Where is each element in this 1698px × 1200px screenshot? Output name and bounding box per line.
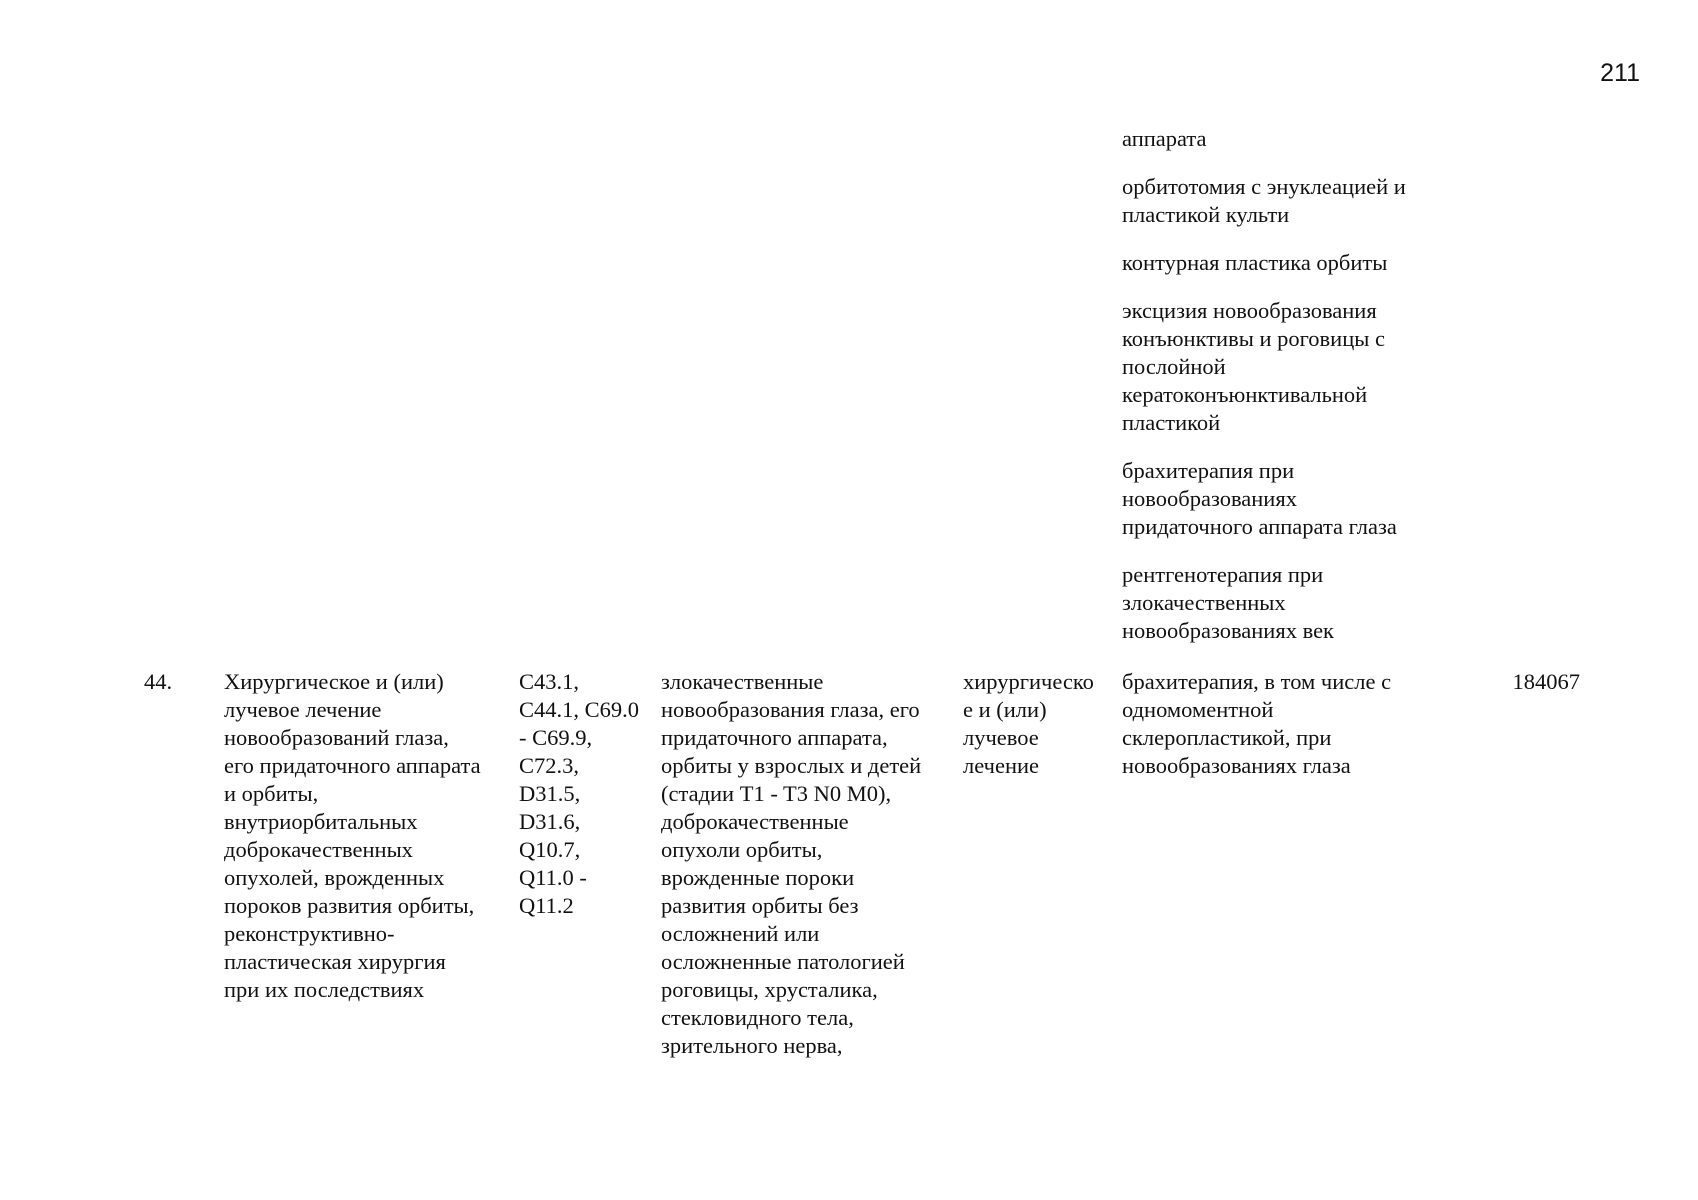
cost-value: 184067 xyxy=(1512,669,1580,694)
method-line: аппарата xyxy=(1122,126,1207,151)
model-line: развития орбиты без xyxy=(661,893,859,918)
model-line: (стадии T1 - T3 N0 M0), xyxy=(661,781,892,806)
model-line: осложнений или xyxy=(661,921,820,946)
model-line: придаточного аппарата, xyxy=(661,725,888,750)
name-line: опухолей, врожденных xyxy=(224,865,445,890)
model-line: роговицы, хрусталика, xyxy=(661,977,878,1002)
code-line: C43.1, xyxy=(519,669,580,694)
method-line: брахитерапия, в том числе с xyxy=(1122,669,1392,694)
type-line: хирургическо xyxy=(963,669,1094,694)
method-line: пластикой культи xyxy=(1122,202,1290,227)
method-line: новообразованиях xyxy=(1122,486,1297,511)
model-line: осложненные патологией xyxy=(661,949,905,974)
type-line: лечение xyxy=(963,753,1040,778)
method-line: рентгенотерапия при xyxy=(1122,562,1324,587)
model-line: врожденные пороки xyxy=(661,865,855,890)
method-line: кератоконъюнктивальной xyxy=(1122,382,1368,407)
name-line: и орбиты, xyxy=(224,781,319,806)
code-line: - C69.9, xyxy=(519,725,593,750)
code-line: D31.5, xyxy=(519,781,581,806)
method-item xyxy=(1122,561,1462,645)
row-number: 44. xyxy=(144,669,173,694)
method-line: брахитерапия при xyxy=(1122,458,1295,483)
method-line: придаточного аппарата глаза xyxy=(1122,514,1397,539)
name-line: пороков развития орбиты, xyxy=(224,893,475,918)
model-line: злокачественные xyxy=(661,669,824,694)
method-item xyxy=(1122,297,1462,437)
method-item xyxy=(1122,249,1462,277)
code-line: C44.1, C69.0 xyxy=(519,697,640,722)
treatment-method-cell xyxy=(1122,668,1462,780)
name-line: при их последствиях xyxy=(224,977,425,1002)
method-item xyxy=(1122,173,1462,229)
code-line: Q11.0 - xyxy=(519,865,587,890)
treatment-name-cell xyxy=(224,668,519,1004)
model-line: опухоли орбиты, xyxy=(661,837,823,862)
name-line: его придаточного аппарата xyxy=(224,753,481,778)
name-line: лучевое лечение xyxy=(224,697,382,722)
method-line: новообразованиях глаза xyxy=(1122,753,1351,778)
model-line: доброкачественные xyxy=(661,809,849,834)
name-line: доброкачественных xyxy=(224,837,413,862)
code-line: D31.6, xyxy=(519,809,581,834)
name-line: новообразований глаза, xyxy=(224,725,449,750)
code-line: C72.3, xyxy=(519,753,580,778)
method-item xyxy=(1122,457,1462,541)
icd-codes-cell xyxy=(519,668,659,920)
method-line: злокачественных xyxy=(1122,590,1286,615)
method-line: эксцизия новообразования xyxy=(1122,298,1377,323)
method-item xyxy=(1122,125,1462,153)
method-line: новообразованиях век xyxy=(1122,618,1334,643)
method-line: склеропластикой, при xyxy=(1122,725,1332,750)
method-line: послойной xyxy=(1122,354,1226,379)
continued-methods-block xyxy=(1122,125,1462,665)
model-line: новообразования глаза, его xyxy=(661,697,920,722)
treatment-type-cell xyxy=(963,668,1113,780)
method-line: конъюнктивы и роговицы с xyxy=(1122,326,1385,351)
model-line: зрительного нерва, xyxy=(661,1033,843,1058)
page-number: 211 xyxy=(1600,59,1640,87)
patient-model-cell xyxy=(661,668,961,1060)
method-line: пластикой xyxy=(1122,410,1221,435)
method-line: одномоментной xyxy=(1122,697,1274,722)
name-line: пластическая хирургия xyxy=(224,949,446,974)
type-line: е и (или) xyxy=(963,697,1047,722)
model-line: стекловидного тела, xyxy=(661,1005,854,1030)
name-line: внутриорбитальных xyxy=(224,809,418,834)
name-line: реконструктивно- xyxy=(224,921,395,946)
type-line: лучевое xyxy=(963,725,1039,750)
name-line: Хирургическое и (или) xyxy=(224,669,444,694)
code-line: Q10.7, xyxy=(519,837,581,862)
method-line: контурная пластика орбиты xyxy=(1122,250,1388,275)
method-line: орбитотомия с энуклеацией и xyxy=(1122,174,1406,199)
code-line: Q11.2 xyxy=(519,893,574,918)
model-line: орбиты у взрослых и детей xyxy=(661,753,922,778)
